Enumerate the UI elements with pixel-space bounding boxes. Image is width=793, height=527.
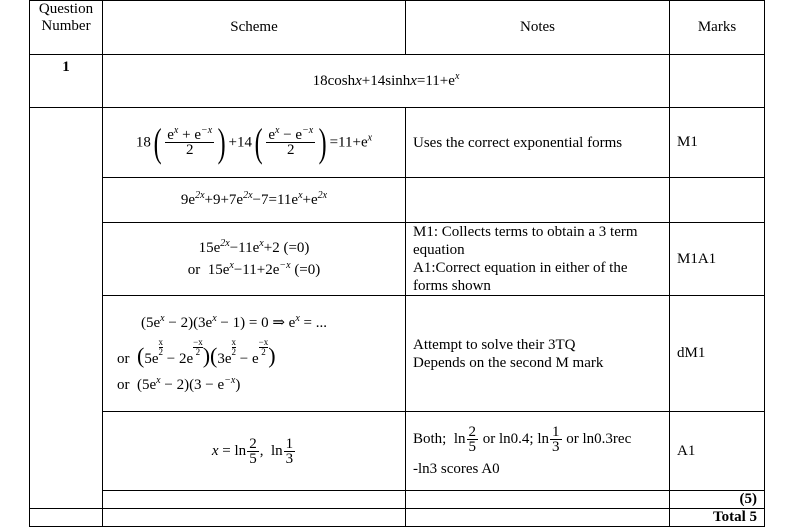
marks-empty: [670, 178, 765, 223]
table-row: [30, 223, 765, 296]
scheme-answer: x = ln $\frac{2}{5}$ , ln $\frac{1}{3}$: [103, 412, 406, 491]
total-notes: [406, 509, 670, 527]
subtotal-marks: (5): [670, 491, 765, 509]
mark-scheme-table: [29, 0, 765, 527]
total-row: [30, 509, 765, 527]
total-scheme: [103, 509, 406, 527]
table-row: [30, 412, 765, 491]
marks-m1: M1: [670, 108, 765, 178]
table-row: [30, 178, 765, 223]
total-marks: Total 5: [670, 509, 765, 527]
scheme-expanded: $9e^{2x}+9+7e^{2x}-7=11e^x+e^{2x}$: [103, 178, 406, 223]
empty-marks: [670, 55, 765, 108]
notes-collect-terms: M1: Collects terms to obtain a 3 term equation A1:Correct equation in either of the forms shown: [406, 223, 670, 296]
scheme-factorise: $(5e^x - 2)(3e^x - 1) = 0$ ⇒ $e^x$ = ... or (5e $\frac{x}{2}$ − 2e $\frac{-x}{2}$ )(3e $\frac{x}{2}$ − e $\frac{-x}{2}$ ) or $(5e^x - 2)(3 - e^{-x})$: [103, 296, 406, 412]
table-row: [30, 108, 765, 178]
marks-dm1: dM1: [670, 296, 765, 412]
notes-solve-3tq: Attempt to solve their 3TQ Depends on the second M mark: [406, 296, 670, 412]
given-equation: $18\cosh x+14\sinh x=11+e^x$: [103, 55, 670, 108]
header-scheme: Scheme: [103, 1, 406, 55]
total-question: [30, 509, 103, 527]
subtotal-scheme: [103, 491, 406, 509]
notes-both-answers: Both; ln $\frac{2}{5}$ or ln0.4; ln $\frac{1}{3}$ or ln0.3rec -ln3 scores A0: [406, 412, 670, 491]
marks-m1a1: M1A1: [670, 223, 765, 296]
header-question-number: Question Number: [30, 1, 103, 55]
scheme-exponential-forms: 18( $\frac{e^x + e^{-x}}{2}$ ) +14( $\frac{e^x - e^{-x}}{2}$ ) $=11+e^x$: [103, 108, 406, 178]
table-row: [30, 296, 765, 412]
question-row: [30, 55, 765, 108]
header-marks: Marks: [670, 1, 765, 55]
notes-empty: [406, 178, 670, 223]
notes-exponential-forms: Uses the correct exponential forms: [406, 108, 670, 178]
scheme-three-term: $15e^{2x}-11e^x+2$ (=0) or $15e^x-11+2e^{-x}$ (=0): [103, 223, 406, 296]
question-number-spacer: [30, 108, 103, 509]
subtotal-row: [30, 491, 765, 509]
header-row: [30, 1, 765, 55]
marks-a1: A1: [670, 412, 765, 491]
subtotal-notes: [406, 491, 670, 509]
question-number: 1: [30, 55, 103, 108]
header-notes: Notes: [406, 1, 670, 55]
